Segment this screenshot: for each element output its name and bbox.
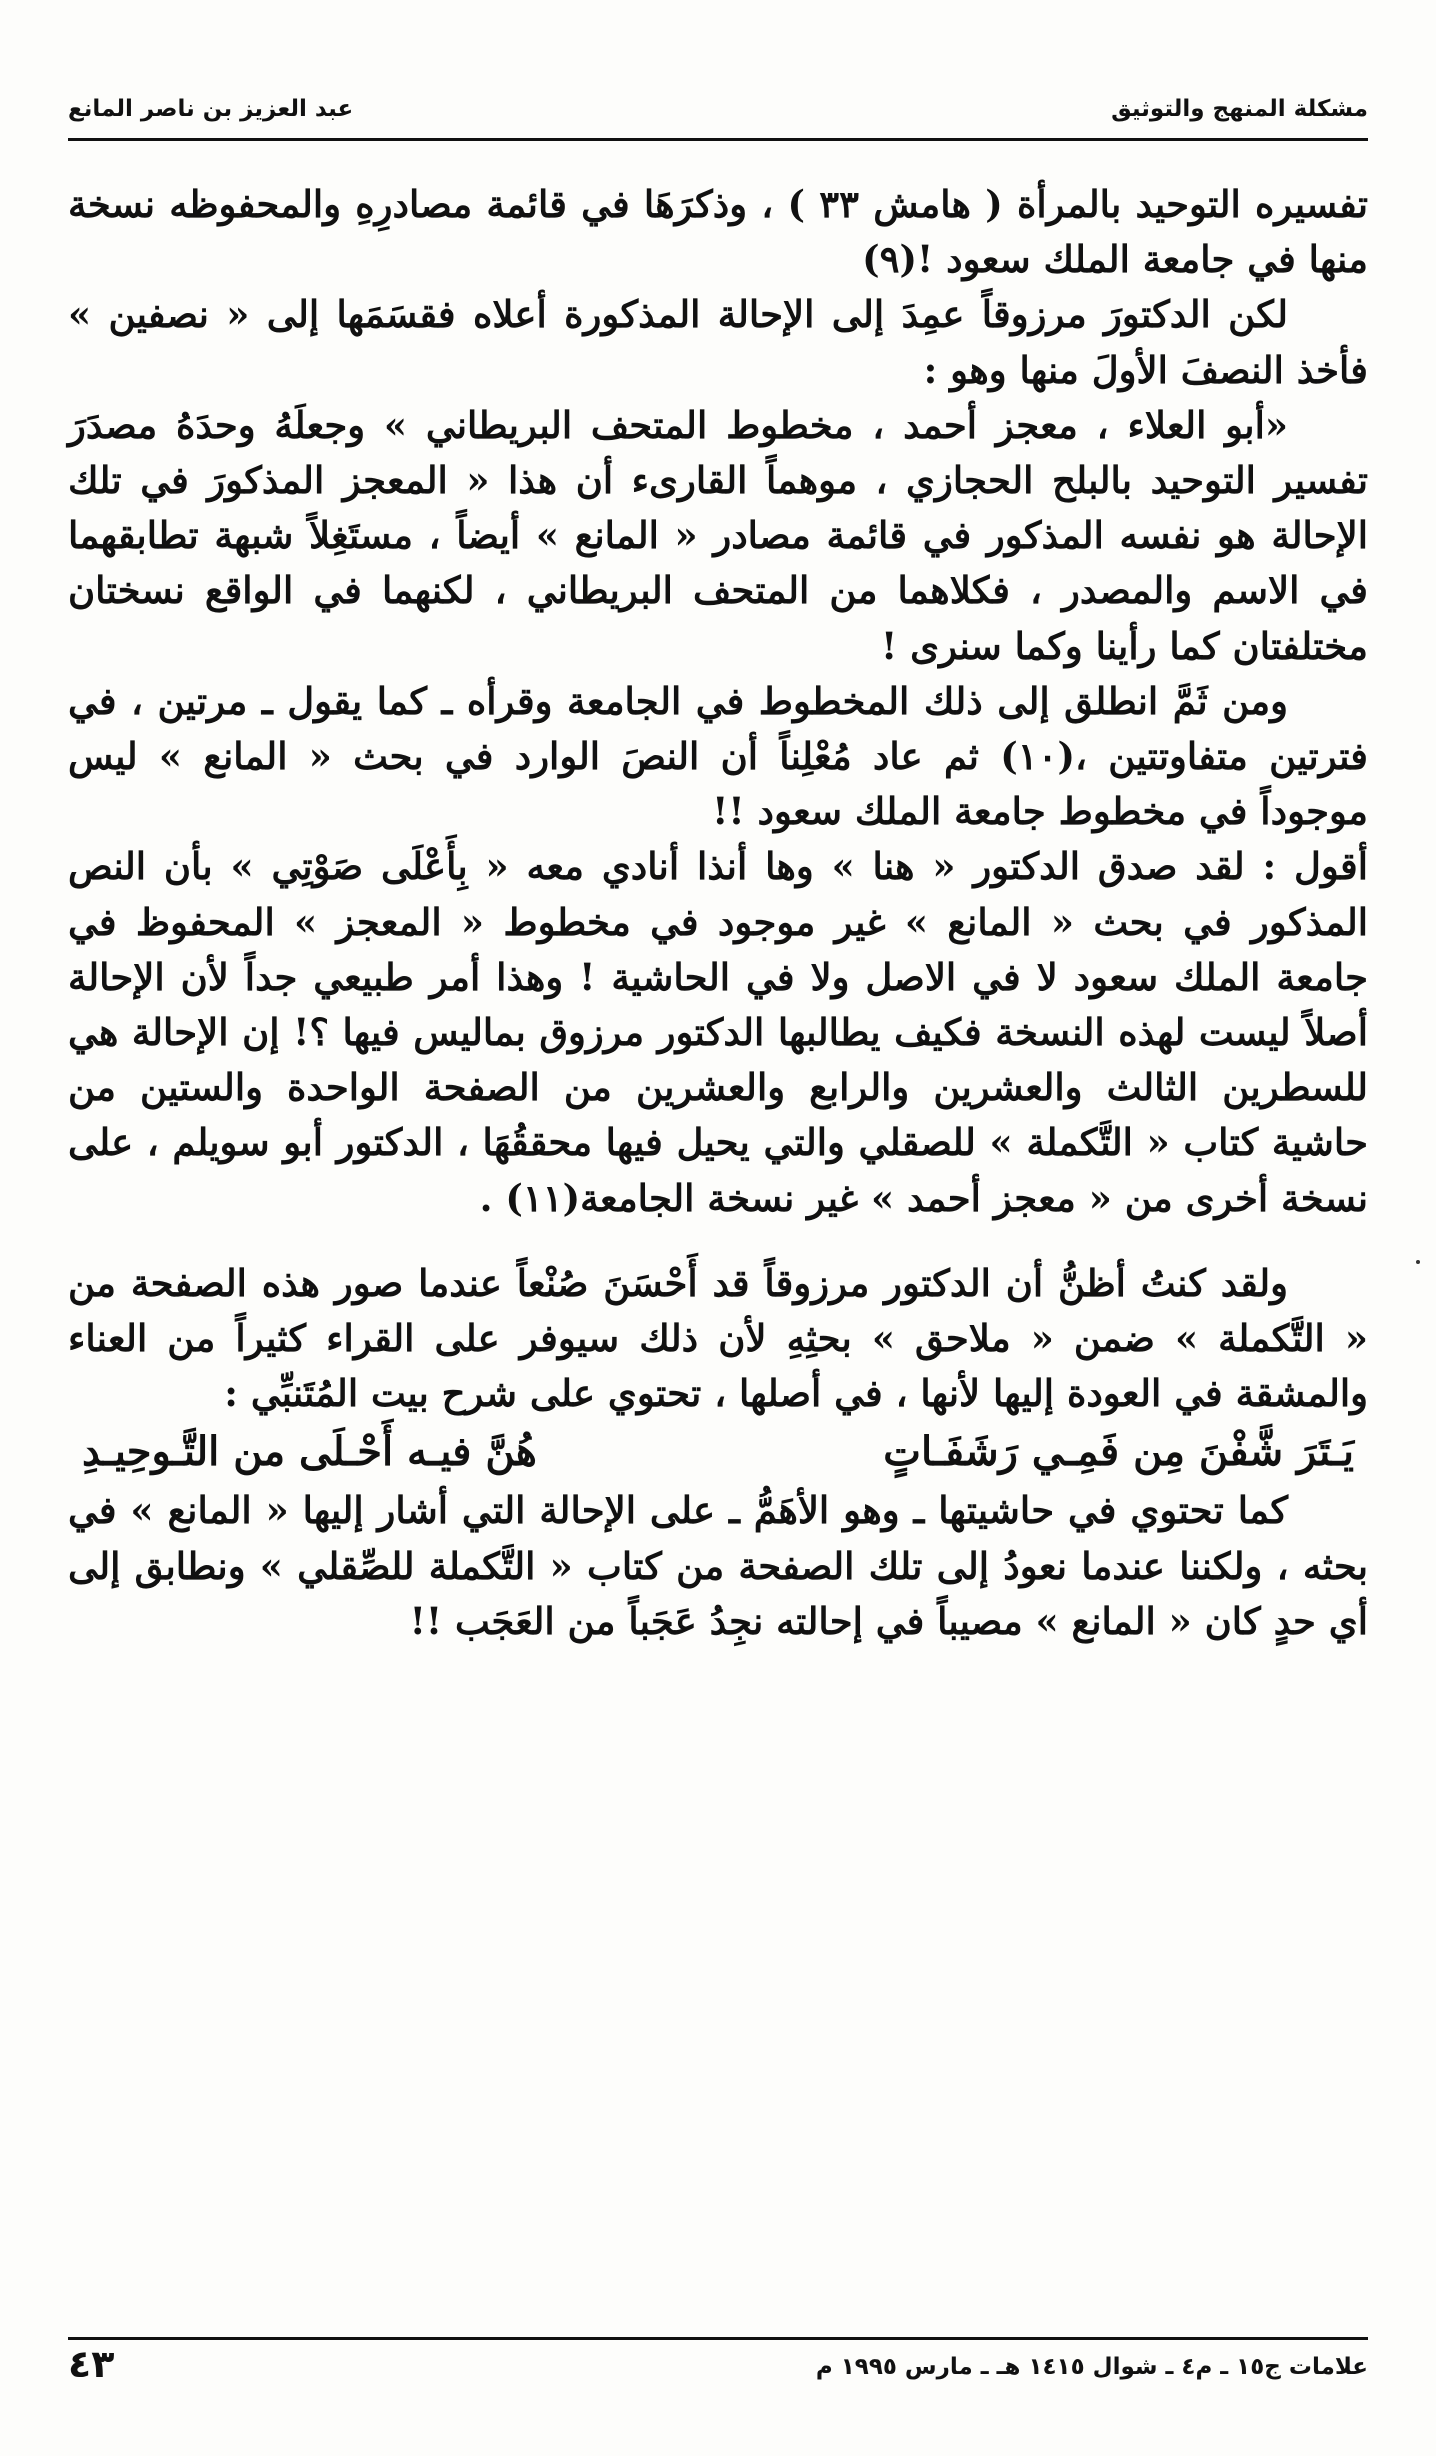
journal-citation: علامات ج١٥ ـ م٤ ـ شوال ١٤١٥ هـ ـ مارس ١٩٩٥ م xyxy=(815,2354,1368,2380)
page-footer xyxy=(68,2337,1368,2390)
verse-second-hemistich: هُنَّ فيـه أَحْـلَى من التَّـوحِيـدِ xyxy=(82,1428,537,1476)
page xyxy=(68,82,1368,2402)
verse-first-hemistich: يَـتَرَ شَّفْنَ مِن فَمِـي رَشَفَـاتٍ xyxy=(883,1428,1354,1476)
poetry-verse xyxy=(68,1421,1368,1483)
page-number: ٤٣ xyxy=(68,2342,115,2386)
paragraph-continuation: تفسيره التوحيد بالمرأة ( هامش ٣٣ ) ، وذكرَهَا في قائمة مصادرِهِ والمحفوظه نسخة منها في جامعة الملك سعود !(٩) xyxy=(68,182,1368,282)
paragraph: أقول : لقد صدق الدكتور « هنا » وها أنذا أنادي معه « بِأَعْلَى صَوْتِي » بأن النص المذكور في بحث « المانع » غير موجود في مخطوط « المعجز » المحفوظ في جامعة الملك سعود لا في الاصل ولا في الحاشية ! وهذا أمر طبيعي جداً لأن الإحالة أصلاً ليست لهذه النسخة فكيف يطالبها الدكتور مرزوق بماليس فيها ؟! إن الإحالة هي للسطرين الثالث والعشرين والرابع والعشرين من الصفحة الواحدة والستين من حاشية كتاب « التَّكملة » للصقلي والتي يحيل فيها محققُهَا ، الدكتور أبو سويلم ، على نسخة أخرى من « معجز أحمد » غير نسخة الجامعة(١١) . xyxy=(68,844,1368,1220)
header-title: مشكلة المنهج والتوثيق xyxy=(1111,96,1368,122)
body-text xyxy=(68,177,1368,1649)
paragraph: ولقد كنتُ أظنُّ أن الدكتور مرزوقاً قد أَحْسَنَ صُنْعاً عندما صور هذه الصفحة من « التَّكملة » ضمن « ملاحق » بحثِهِ لأن ذلك سيوفر على القراء كثيراً من العناء والمشقة في العودة إليها لأنها ، في أصلها ، تحتوي على شرح بيت المُتَنبِّي : xyxy=(68,1260,1368,1416)
quoted-paragraph: «أبو العلاء ، معجز أحمد ، مخطوط المتحف البريطاني » وجعلَهُ وحدَهُ مصدَرَ تفسير التوحيد بالبلح الحجازي ، موهماً القارىء أن هذا « المعجز المذكورَ في تلك الإحالة هو نفسه المذكور في قائمة مصادر « المانع » أيضاً ، مستَغِلاً شبهة تطابقهما في الاسم والمصدر ، فكلاهما من المتحف البريطاني ، لكنهما في الواقع نسختان مختلفتان كما رأينا وكما سنرى ! xyxy=(68,402,1368,668)
running-header xyxy=(68,82,1368,138)
paragraph: لكن الدكتورَ مرزوقاً عمِدَ إلى الإحالة المذكورة أعلاه فقسَمَها إلى « نصفين » فأخذ النصفَ الأولَ منها وهو : xyxy=(68,292,1368,392)
margin-speck xyxy=(1416,1260,1420,1264)
paragraph: ومن ثَمَّ انطلق إلى ذلك المخطوط في الجامعة وقرأه ـ كما يقول ـ مرتين ، في فترتين متفاوتتين ،(١٠) ثم عاد مُعْلِناً أن النصَ الوارد في بحث « المانع » ليس موجوداً في مخطوط جامعة الملك سعود !! xyxy=(68,678,1368,834)
paragraph: كما تحتوي في حاشيتها ـ وهو الأهَمُّ ـ على الإحالة التي أشار إليها « المانع » في بحثه ، ولكننا عندما نعودُ إلى تلك الصفحة من كتاب « التَّكملة للصِّقلي » ونطابق إلى أي حدٍ كان « المانع » مصيباً في إحالته نجِدُ عَجَباً من العَجَب !! xyxy=(68,1488,1368,1643)
header-rule xyxy=(68,138,1368,141)
header-author: عبد العزيز بن ناصر المانع xyxy=(68,96,354,122)
